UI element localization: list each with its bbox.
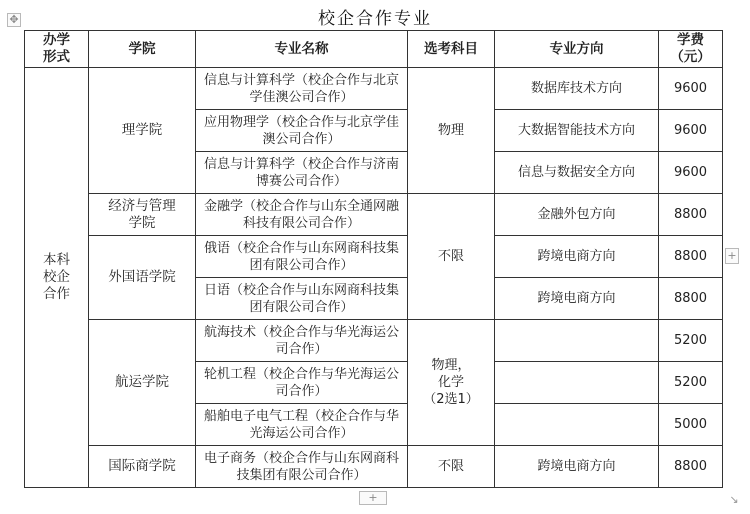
add-row-button[interactable]: + [359, 491, 387, 505]
major-cell: 俄语（校企合作与山东网商科技集团有限公司合作） [196, 236, 408, 278]
major-cell: 日语（校企合作与山东网商科技集团有限公司合作） [196, 278, 408, 320]
direction-cell: 信息与数据安全方向 [495, 152, 659, 194]
college-cell: 经济与管理 学院 [89, 194, 196, 236]
fee-cell: 5000 [659, 404, 723, 446]
header-subject: 选考科目 [408, 31, 495, 68]
subject-cell: 物理 [408, 68, 495, 194]
header-row [25, 31, 723, 68]
table-row [25, 68, 723, 110]
fee-cell: 8800 [659, 446, 723, 488]
table-move-handle-icon[interactable]: ✥ [7, 13, 21, 27]
fee-cell: 9600 [659, 68, 723, 110]
college-cell: 外国语学院 [89, 236, 196, 320]
major-cell: 信息与计算科学（校企合作与济南博赛公司合作） [196, 152, 408, 194]
majors-table [24, 30, 723, 488]
direction-cell: 金融外包方向 [495, 194, 659, 236]
table-row [25, 320, 723, 362]
direction-cell: 数据库技术方向 [495, 68, 659, 110]
fee-cell: 9600 [659, 152, 723, 194]
table-row [25, 236, 723, 278]
table-row [25, 446, 723, 488]
header-direction: 专业方向 [495, 31, 659, 68]
add-column-button[interactable]: + [725, 248, 739, 264]
form-cell: 本科 校企 合作 [25, 68, 89, 488]
fee-cell: 9600 [659, 110, 723, 152]
college-cell: 国际商学院 [89, 446, 196, 488]
direction-cell: 跨境电商方向 [495, 446, 659, 488]
header-fee: 学费 （元） [659, 31, 723, 68]
subject-cell: 物理， 化学 （2选1） [408, 320, 495, 446]
major-cell: 应用物理学（校企合作与北京学佳澳公司合作） [196, 110, 408, 152]
direction-cell: 跨境电商方向 [495, 278, 659, 320]
major-cell: 航海技术（校企合作与华光海运公司合作） [196, 320, 408, 362]
direction-cell [495, 404, 659, 446]
subject-cell: 不限 [408, 446, 495, 488]
fee-cell: 8800 [659, 236, 723, 278]
table-resize-handle-icon[interactable]: ↘ [729, 493, 739, 506]
major-cell: 电子商务（校企合作与山东网商科技集团有限公司合作） [196, 446, 408, 488]
major-cell: 信息与计算科学（校企合作与北京学佳澳公司合作） [196, 68, 408, 110]
fee-cell: 8800 [659, 278, 723, 320]
college-cell: 航运学院 [89, 320, 196, 446]
fee-cell: 8800 [659, 194, 723, 236]
page-title: 校企合作专业 [318, 9, 432, 29]
subject-cell: 不限 [408, 194, 495, 320]
direction-cell: 大数据智能技术方向 [495, 110, 659, 152]
fee-cell: 5200 [659, 362, 723, 404]
direction-cell [495, 362, 659, 404]
major-cell: 轮机工程（校企合作与华光海运公司合作） [196, 362, 408, 404]
major-cell: 金融学（校企合作与山东全通网融科技有限公司合作） [196, 194, 408, 236]
major-cell: 船舶电子电气工程（校企合作与华光海运公司合作） [196, 404, 408, 446]
direction-cell [495, 320, 659, 362]
header-form: 办学 形式 [25, 31, 89, 68]
table-row [25, 194, 723, 236]
direction-cell: 跨境电商方向 [495, 236, 659, 278]
college-cell: 理学院 [89, 68, 196, 194]
header-major: 专业名称 [196, 31, 408, 68]
header-college: 学院 [89, 31, 196, 68]
fee-cell: 5200 [659, 320, 723, 362]
